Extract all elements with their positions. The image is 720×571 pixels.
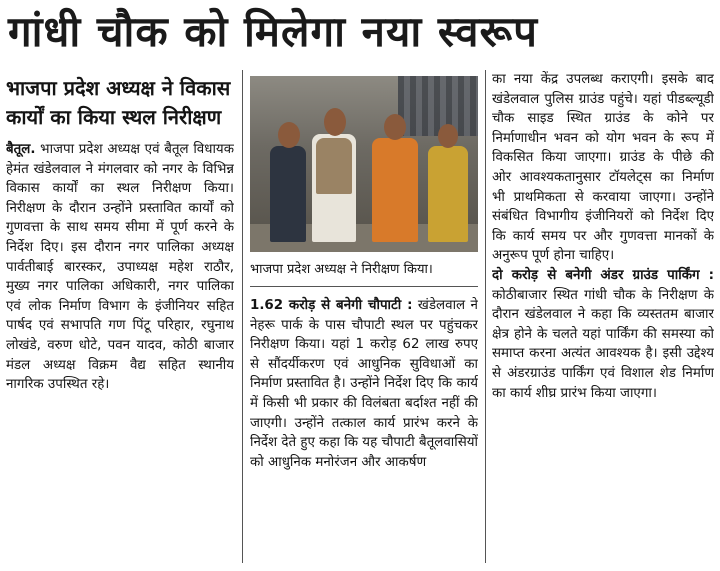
column-1-text: [6, 140, 234, 395]
column-3-para-1: का नया केंद्र उपलब्ध कराएगी। इसके बाद खंडेलवाल पुलिस ग्राउंड पहुंचे। यहां पीडब्ल्यूडी चौक साइड स्थित ग्राउंड के कोने पर निर्माणाधीन भवन को योग भवन के रूप में विकसित किया जाएगा। ग्राउंड के पीछे की ओर आवश्यकतानुसार टॉयलेट्स का निर्माण भी प्राथमिकता से करवाया जाएगा। उन्होंने संबंधित विभागीय इंजीनियरों को निर्देश दिए कि कार्य समय पर और गुणवत्ता मानकों के अनुरूप पूर्ण होना चाहिए।: [492, 72, 714, 264]
column-2-body: खंडेलवाल ने नेहरू पार्क के पास चौपाटी स्थल पर पहुंचकर निरीक्षण किया। यहां 1 करोड़ 62 लाख रुपए से सौंदर्यीकरण एवं आधुनिक सुविधाओं का निर्माण प्रस्तावित है। उन्होंने निर्देश दिए कि कार्य में किसी भी प्रकार की विलंबता बर्दाश्त नहीं की जाएगी। उन्होंने तत्काल कार्य प्रारंभ करने के निर्देश देते हुए कहा कि यह चौपाटी बैतूलवासियों को आधुनिक मनोरंजन और आकर्षण: [250, 298, 478, 470]
column-3-body: कोठीबाजार स्थित गांधी चौक के निरीक्षण के दौरान खंडेलवाल ने कहा कि व्यस्ततम बाजार क्षेत्र होने के चलते यहां पार्किंग की समस्या को समाप्त करना अत्यंत आवश्यक है। इसी उद्देश्य से अंडरग्राउंड पार्किंग एवं विशाल शेड निर्माण का कार्य शीघ्र प्रारंभ किया जाएगा।: [492, 287, 714, 401]
column-divider-2: [485, 70, 486, 563]
column-1-body: भाजपा प्रदेश अध्यक्ष एवं बैतूल विधायक हेमंत खंडेलवाल ने मंगलवार को नगर के विभिन्न विकास कार्यों का स्थल निरीक्षण किया। निरीक्षण के दौरान उन्होंने प्रस्तावित कार्यों को गुणवत्ता के साथ समय सीमा में पूर्ण करने के निर्देश दिए। इस दौरान नगर पालिका अध्यक्ष पार्वतीबाई बारस्कर, उपाध्यक्ष महेश राठौर, मुख्य नगर पालिका अधिकारी, नगर पालिका एवं लोक निर्माण विभाग के इंजीनियर सहित पार्षद एवं सभापति गण पिंटू परिहार, रघुनाथ लोखंडे, वरुण धोटे, पवन यादव, कोठी बाजार मंडल अध्यक्ष विक्रम वैद्य सहित स्थानीय नागरिक उपस्थित रहे।: [6, 142, 234, 393]
photo-head-1: [278, 122, 300, 148]
chaupati-subhead: 1.62 करोड़ से बनेगी चौपाटी :: [250, 298, 413, 313]
article-column-3: [492, 70, 714, 565]
photo-head-3: [384, 114, 406, 140]
column-divider-1: [242, 70, 243, 563]
column-3-para-2: [492, 266, 714, 403]
photo-head-2: [324, 108, 346, 136]
photo-person-3: [372, 138, 418, 242]
photo-person-4: [428, 146, 468, 242]
photo-background-building: [398, 76, 478, 136]
column-2-text: [250, 296, 478, 472]
photo-caption: भाजपा प्रदेश अध्यक्ष ने निरीक्षण किया।: [250, 262, 433, 277]
dateline: बैतूल.: [6, 142, 36, 157]
news-photo: [250, 76, 478, 252]
sub-headline: भाजपा प्रदेश अध्यक्ष ने विकास कार्यों का किया स्थल निरीक्षण: [6, 76, 231, 129]
parking-subhead: दो करोड़ से बनेगी अंडर ग्राउंड पार्किंग :: [492, 267, 714, 283]
photo-head-4: [438, 124, 458, 148]
article-column-2: [250, 296, 478, 565]
article-column-1: [6, 70, 234, 565]
photo-person-1: [270, 146, 306, 242]
caption-rule: [250, 286, 478, 287]
photo-person-2-vest: [316, 138, 352, 194]
headline: गांधी चौक को मिलेगा नया स्वरूप: [8, 7, 539, 56]
